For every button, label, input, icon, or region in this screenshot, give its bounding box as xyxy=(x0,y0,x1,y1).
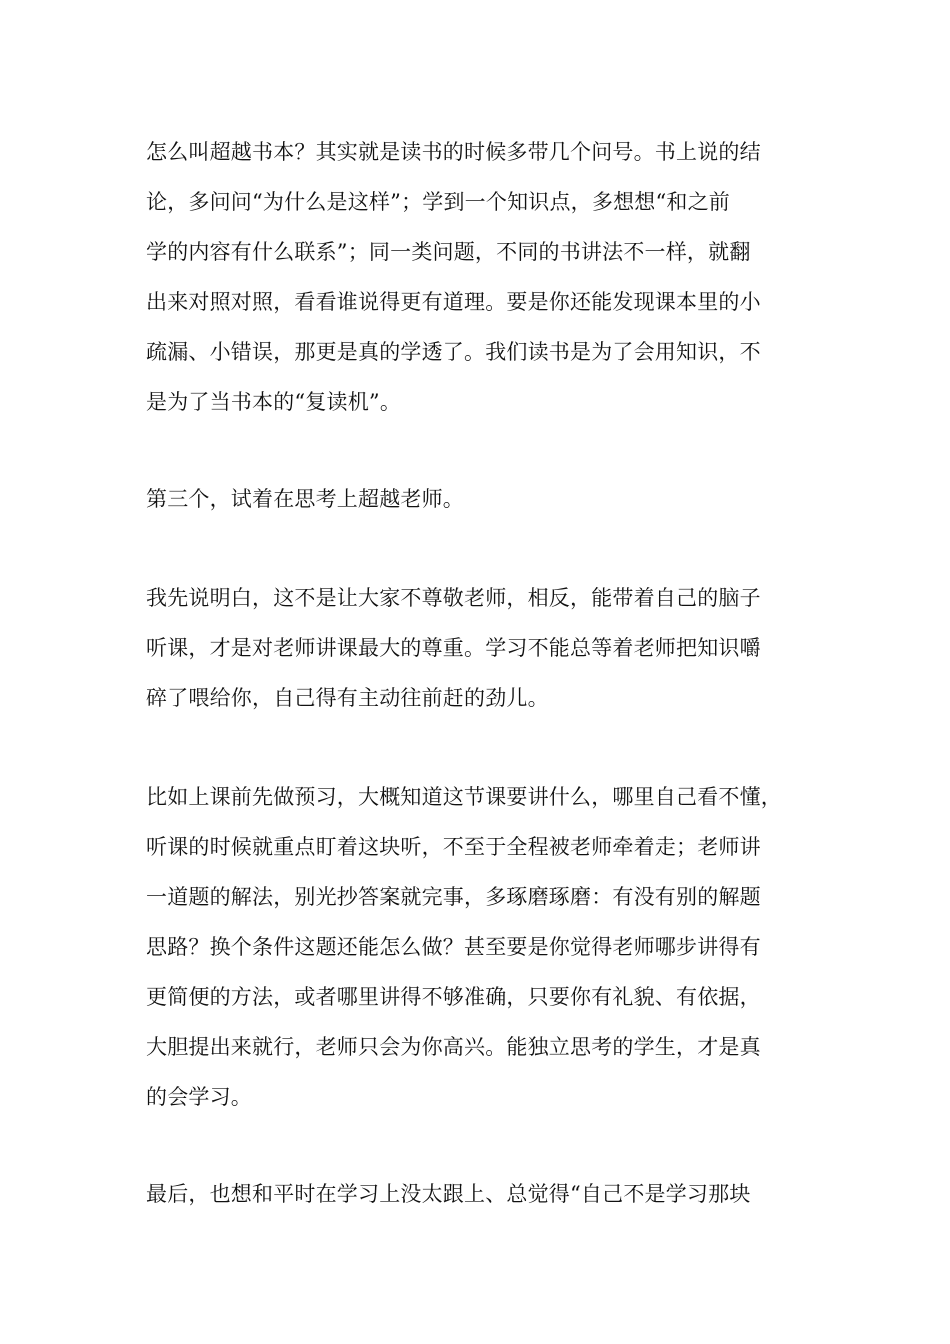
text-line: 听课，才是对老师讲课最大的尊重。学习不能总等着老师把知识嚼 xyxy=(146,636,761,660)
text-line: 论，多问问“为什么是这样”；学到一个知识点，多想想“和之前 xyxy=(146,190,731,214)
text-line: 第三个，试着在思考上超越老师。 xyxy=(146,487,464,511)
text-line: 比如上课前先做预习，大概知道这节课要讲什么，哪里自己看不懂， xyxy=(146,785,782,809)
text-line: 学的内容有什么联系”；同一类问题，不同的书讲法不一样，就翻 xyxy=(146,240,751,264)
text-line: 的会学习。 xyxy=(146,1085,252,1109)
text-line: 碎了喂给你，自己得有主动往前赶的劲儿。 xyxy=(146,686,549,710)
text-line: 一道题的解法，别光抄答案就完事，多琢磨琢磨：有没有别的解题 xyxy=(146,885,761,909)
text-line: 我先说明白，这不是让大家不尊敬老师，相反，能带着自己的脑子 xyxy=(146,586,761,610)
text-line: 怎么叫超越书本？其实就是读书的时候多带几个问号。书上说的结 xyxy=(146,140,761,164)
text-line: 更简便的方法，或者哪里讲得不够准确，只要你有礼貌、有依据， xyxy=(146,985,761,1009)
paragraph-preview-and-think xyxy=(146,772,816,1122)
paragraph-respect-teachers xyxy=(146,573,816,723)
text-line: 出来对照对照，看看谁说得更有道理。要是你还能发现课本里的小 xyxy=(146,290,761,314)
text-line: 大胆提出来就行，老师只会为你高兴。能独立思考的学生，才是真 xyxy=(146,1035,761,1059)
paragraph-finally xyxy=(146,1169,816,1219)
text-line: 疏漏、小错误，那更是真的学透了。我们读书是为了会用知识，不 xyxy=(146,340,761,364)
text-line: 听课的时候就重点盯着这块听，不至于全程被老师牵着走；老师讲 xyxy=(146,835,761,859)
paragraph-third-point-heading xyxy=(146,474,816,524)
text-line: 最后，也想和平时在学习上没太跟上、总觉得“自己不是学习那块 xyxy=(146,1182,751,1206)
text-line: 是为了当书本的“复读机”。 xyxy=(146,390,402,414)
paragraph-transcend-textbooks xyxy=(146,127,816,427)
text-line: 思路？换个条件这题还能怎么做？甚至要是你觉得老师哪步讲得有 xyxy=(146,935,761,959)
